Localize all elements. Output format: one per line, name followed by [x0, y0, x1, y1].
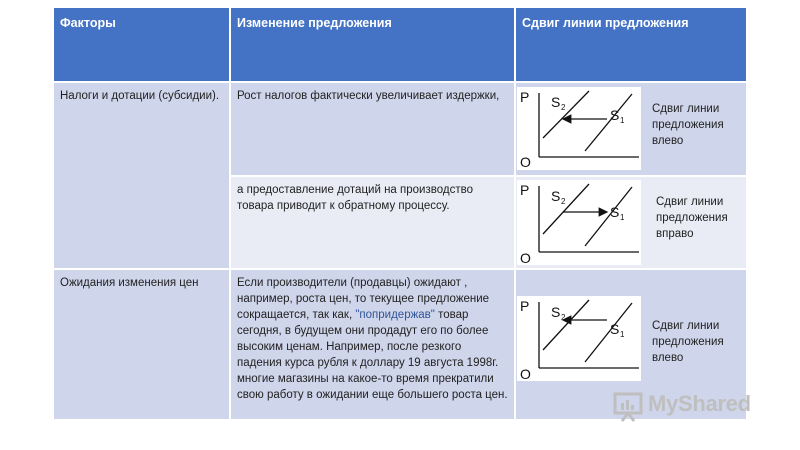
- shift-note-line: вправо: [656, 228, 694, 240]
- supply-curve-s2: [543, 300, 589, 350]
- header-supply-shift: Сдвиг линии предложения: [516, 8, 746, 81]
- presentation-icon: [612, 390, 644, 422]
- supply-curve-s1: [585, 187, 632, 246]
- label-s2: S: [551, 94, 561, 110]
- shift-note-line: предложения: [652, 119, 724, 131]
- header-factors: Факторы: [54, 8, 229, 81]
- supply-shift-right-graph: [517, 180, 641, 265]
- label-s1-subscript: 1: [620, 213, 625, 222]
- factor-price-expectations: Ожидания изменения цен: [54, 270, 229, 419]
- shift-note-right: [656, 194, 728, 242]
- supply-curve-s2: [543, 91, 589, 138]
- watermark-text: MyShared: [648, 391, 751, 416]
- change-tax-increase: Рост налогов фактически увеличивает издержки,: [231, 83, 514, 175]
- label-s1: S: [610, 321, 620, 337]
- label-s1-subscript: 1: [620, 116, 625, 125]
- myshared-watermark: [612, 388, 772, 424]
- label-s2: S: [551, 304, 561, 320]
- supply-shift-left-graph-expectations: [517, 296, 641, 381]
- shift-note-line: предложения: [656, 212, 728, 224]
- shift-note-left: [652, 101, 724, 149]
- shift-note-left-expectations: [652, 318, 724, 366]
- supply-factors-table: [54, 8, 746, 419]
- label-s2-subscript: 2: [561, 313, 566, 322]
- axis-label-o: O: [520, 250, 531, 265]
- factor-taxes: Налоги и дотации (субсидии).: [54, 83, 229, 268]
- label-s1: S: [610, 107, 620, 123]
- axis-label-p: P: [520, 89, 530, 105]
- axis-label-o: O: [520, 366, 531, 381]
- label-s1-subscript: 1: [620, 330, 625, 339]
- label-s1: S: [610, 204, 620, 220]
- label-s2-subscript: 2: [561, 197, 566, 206]
- supply-curve-s2: [543, 184, 589, 234]
- header-supply-change: Изменение предложения: [231, 8, 514, 81]
- shift-note-line: Сдвиг линии: [656, 196, 724, 208]
- shift-note-line: Сдвиг линии: [652, 103, 720, 115]
- axis-label-p: P: [520, 182, 530, 198]
- change-expectations: [231, 270, 514, 419]
- supply-curve-s1: [585, 94, 632, 151]
- label-s2-subscript: 2: [561, 103, 566, 112]
- shift-note-line: предложения: [652, 336, 724, 348]
- supply-curve-s1: [585, 303, 632, 362]
- shift-note-line: Сдвиг линии: [652, 320, 720, 332]
- change-subsidies: а предоставление дотаций на производство товара приводит к обратному процессу.: [231, 177, 514, 268]
- supply-shift-left-graph: [517, 87, 641, 170]
- label-s2: S: [551, 188, 561, 204]
- expectations-text-part: Если производители (продавцы) ожидают , например, роста цен, то текущее предложение сокращается, так как,: [237, 277, 490, 321]
- shift-note-line: влево: [652, 352, 684, 364]
- quoted-word: "попридержав": [355, 309, 435, 321]
- expectations-text-part: товар сегодня, в будущем они продадут его по более высоким ценам. Например, после резкого падения курса рубля к доллару 19 августа 1998г. многие магазины на какое-то время прекратили свою работу в ожидании еще большего роста цен.: [237, 309, 508, 401]
- axis-label-p: P: [520, 298, 530, 314]
- axis-label-o: O: [520, 154, 531, 170]
- shift-note-line: влево: [652, 135, 684, 147]
